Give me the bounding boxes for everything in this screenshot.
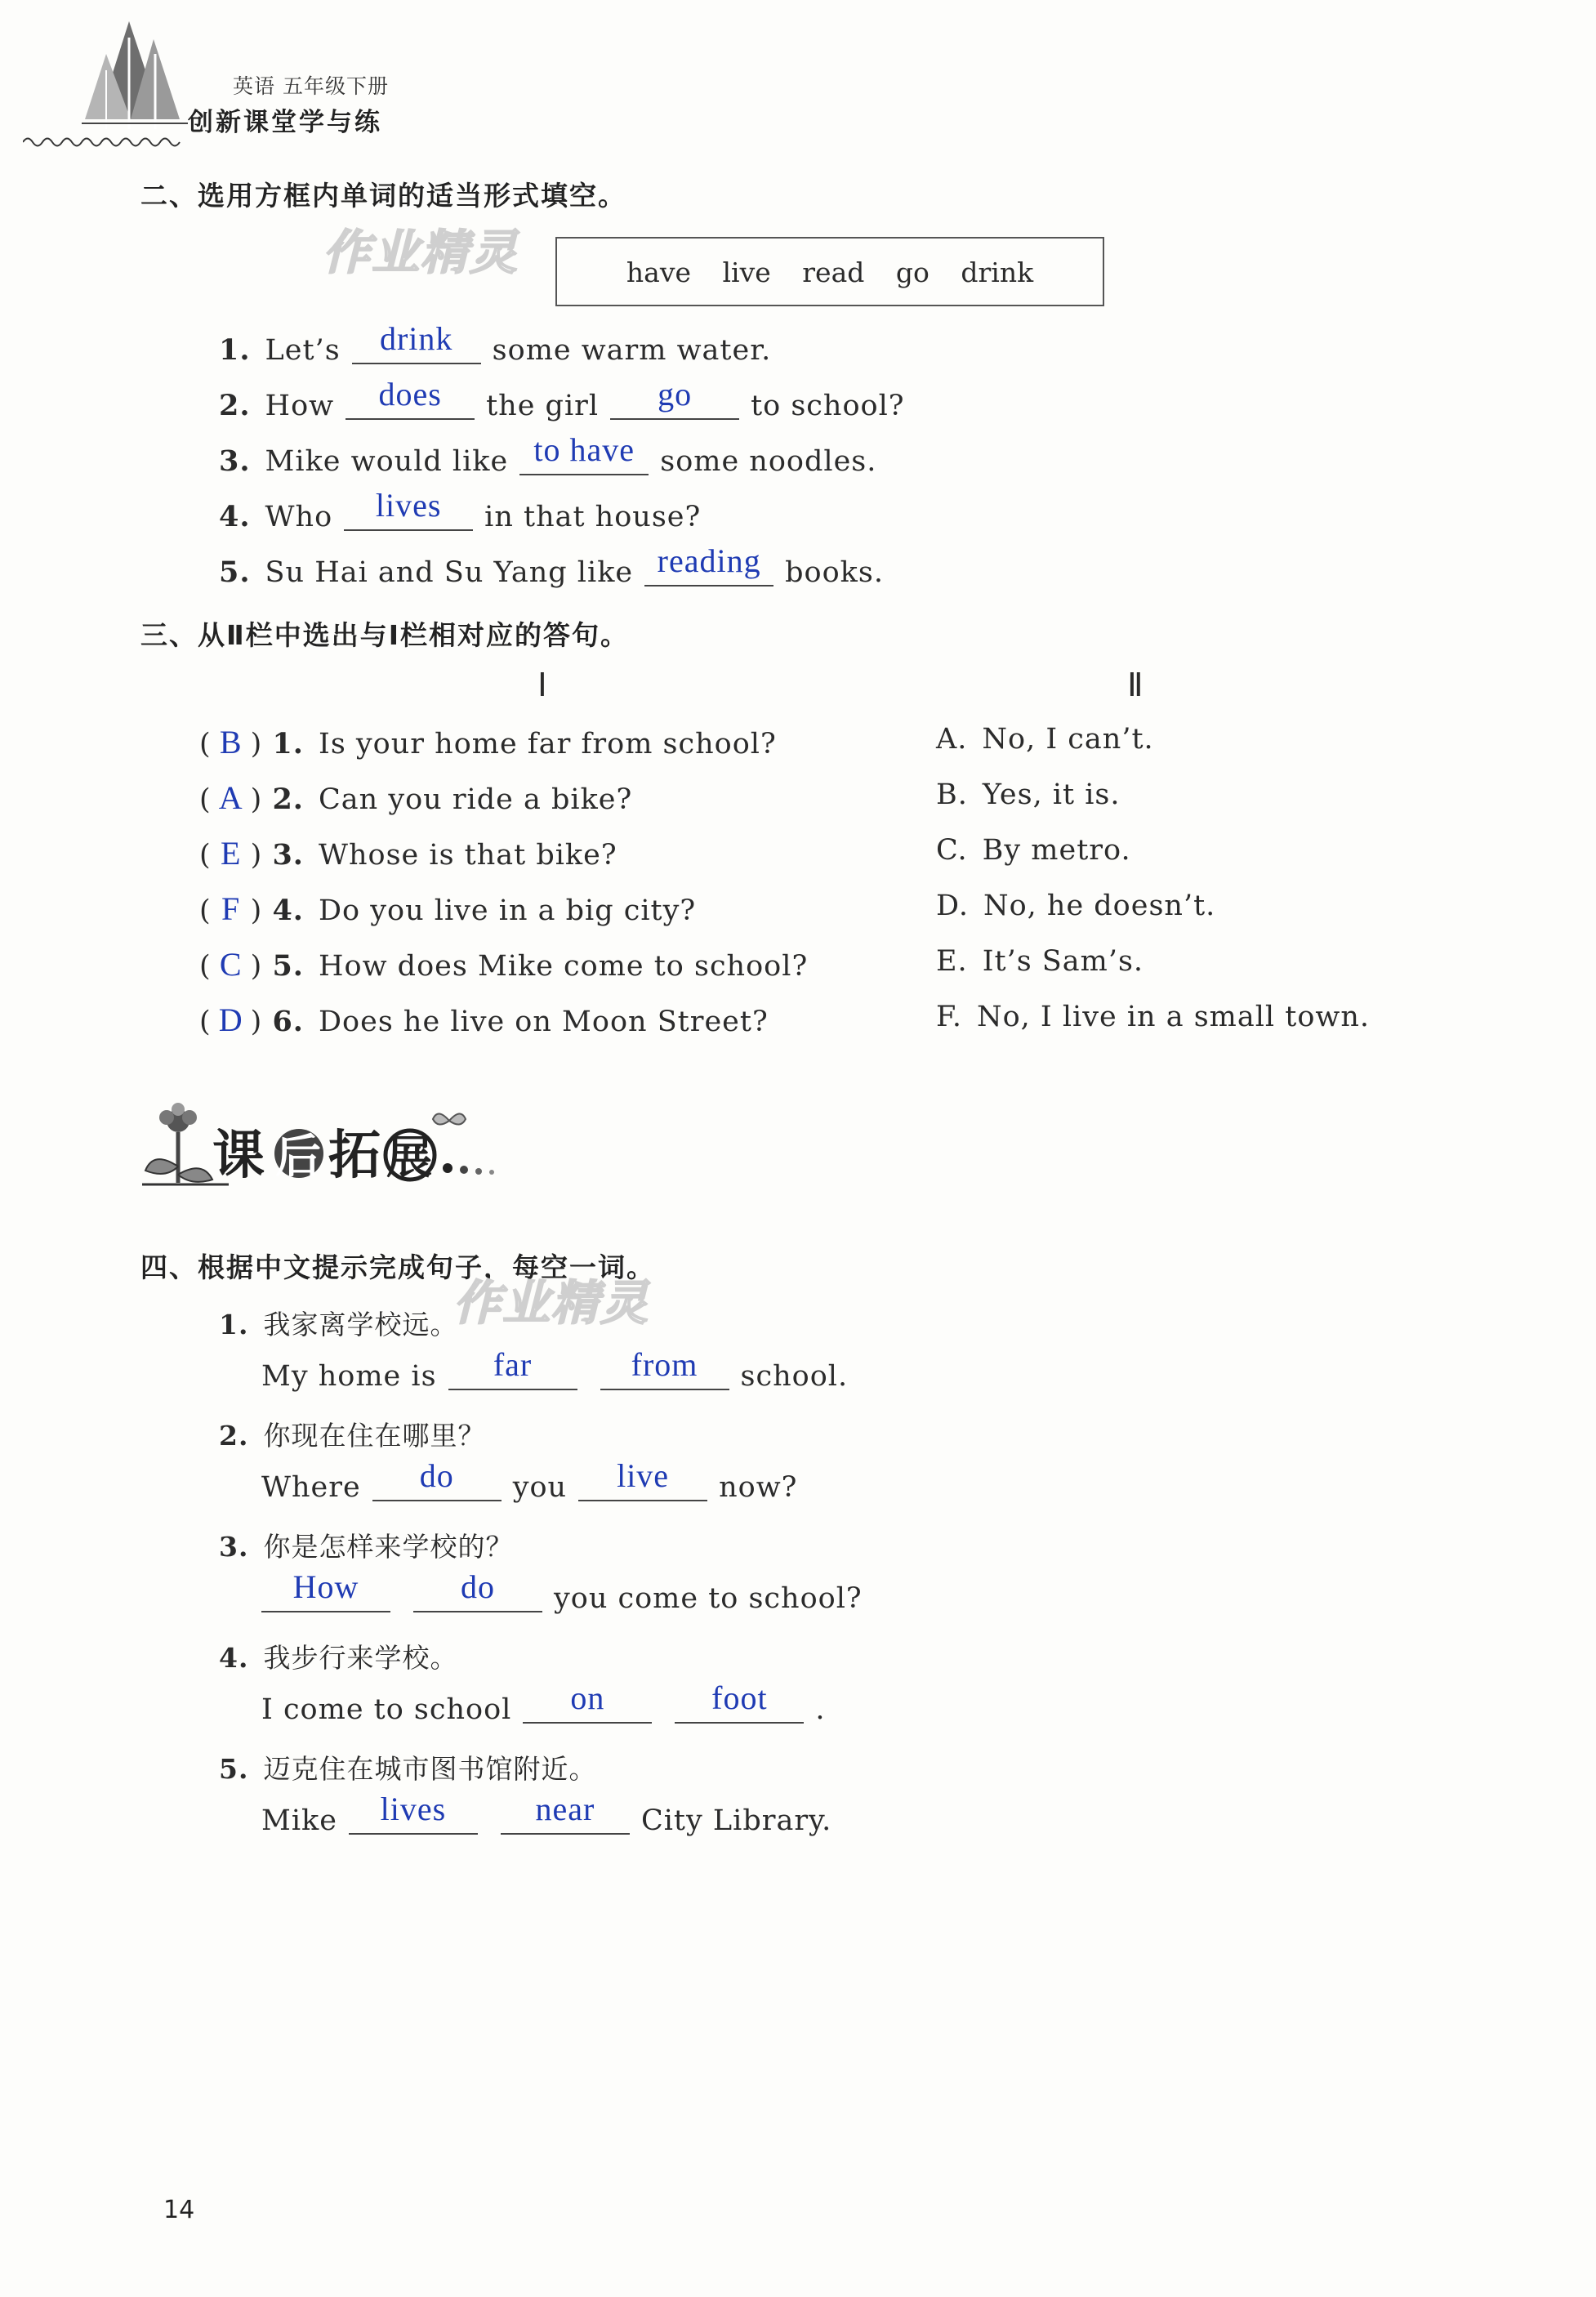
item-number: 2. <box>219 389 251 422</box>
item-text: some noodles. <box>660 445 877 478</box>
s4-item-2-cn <box>219 1415 485 1453</box>
item-number: 4. <box>219 500 251 533</box>
s3-question-2: ( A ) 2. Can you ride a bike? <box>199 779 633 816</box>
chinese-prompt: 我步行来学校。 <box>263 1642 458 1674</box>
s3-question-6: ( D ) 6. Does he live on Moon Street? <box>199 1001 769 1038</box>
handwritten-answer: on <box>570 1679 605 1716</box>
s4-item-5-cn <box>219 1748 596 1786</box>
handwritten-answer: from <box>631 1346 698 1383</box>
item-text: Su Hai and Su Yang like <box>265 556 634 589</box>
handwritten-answer: to have <box>533 431 635 468</box>
answer-blank[interactable] <box>261 1568 390 1612</box>
s4-item-3-cn <box>219 1526 513 1564</box>
item-number: 3. <box>219 444 251 478</box>
section2-title: 二、选用方框内单词的适当形式填空。 <box>140 180 626 212</box>
column-2-heading: Ⅱ <box>1127 667 1144 703</box>
item-number: 5. <box>219 1753 249 1785</box>
answer-blank[interactable] <box>413 1568 542 1612</box>
section4-title: 四、根据中文提示完成句子，每空一词。 <box>140 1251 655 1283</box>
handwritten-answer: does <box>378 376 442 413</box>
question-text: Is your home far from school? <box>319 728 777 760</box>
s4-item-5-en <box>261 1791 832 1837</box>
choice-answer[interactable]: E <box>220 835 242 872</box>
answer-blank[interactable] <box>523 1679 652 1724</box>
item-text: some warm water. <box>492 334 772 367</box>
s3-option-e <box>936 945 1144 978</box>
s3-question-4: ( F ) 4. Do you live in a big city? <box>199 890 697 927</box>
s3-option-f <box>936 1001 1370 1033</box>
s4-item-4-en <box>261 1679 826 1726</box>
item-text: the girl <box>486 390 600 422</box>
handwritten-answer: do <box>419 1457 454 1494</box>
question-text: Can you ride a bike? <box>319 783 633 816</box>
word-box-word: have <box>626 256 691 288</box>
s2-item-1 <box>219 320 772 367</box>
chinese-prompt: 迈克住在城市图书馆附近。 <box>263 1753 597 1785</box>
handwritten-answer: foot <box>711 1679 768 1716</box>
option-letter: A. <box>936 723 968 756</box>
handwritten-answer: lives <box>380 1791 447 1827</box>
item-text: to school? <box>751 390 905 422</box>
answer-blank[interactable] <box>448 1346 577 1390</box>
sentence-text: school. <box>740 1360 849 1393</box>
option-text: No, I can’t. <box>982 723 1154 756</box>
banner-char: 展 <box>386 1131 432 1184</box>
question-text: How does Mike come to school? <box>319 950 809 983</box>
sentence-text: now? <box>719 1471 798 1504</box>
item-text: Mike would like <box>265 445 509 478</box>
watermark-2: 作业精灵 <box>453 1275 650 1331</box>
s2-item-5 <box>219 542 884 589</box>
chinese-prompt: 我家离学校远。 <box>263 1309 458 1340</box>
s3-question-1: ( B ) 1. Is your home far from school? <box>199 724 777 760</box>
option-letter: D. <box>936 890 969 922</box>
tree-logo-icon <box>82 21 188 132</box>
handwritten-answer: live <box>617 1457 670 1494</box>
handwritten-answer: go <box>658 376 693 413</box>
option-text: By metro. <box>982 834 1131 867</box>
header-subtitle: 英语 五年级下册 <box>233 74 389 98</box>
s4-item-1-en <box>261 1346 849 1393</box>
question-text: Do you live in a big city? <box>319 894 697 927</box>
sentence-text: Where <box>261 1471 361 1504</box>
sentence-text: My home is <box>261 1360 437 1393</box>
item-number: 1. <box>219 333 251 367</box>
handwritten-answer: drink <box>379 320 453 357</box>
word-box-word: read <box>802 256 865 288</box>
option-text: No, he doesn’t. <box>983 890 1216 922</box>
s4-item-2-en <box>261 1457 798 1504</box>
option-text: No, I live in a small town. <box>976 1001 1371 1033</box>
answer-blank[interactable] <box>600 1346 729 1390</box>
s4-item-1-cn <box>219 1304 457 1342</box>
answer-blank[interactable] <box>372 1457 502 1501</box>
banner-char: 拓 <box>328 1126 381 1186</box>
handwritten-answer: do <box>461 1568 495 1605</box>
s4-item-3-en <box>250 1568 863 1615</box>
sentence-text: I come to school <box>261 1693 512 1726</box>
choice-answer[interactable]: B <box>219 724 243 760</box>
banner-char: 课 <box>212 1126 265 1186</box>
answer-blank[interactable] <box>352 320 481 364</box>
item-text: books. <box>785 556 884 589</box>
sentence-text: City Library. <box>640 1804 832 1837</box>
item-number: 6. <box>272 1005 304 1038</box>
item-text: How <box>265 390 335 422</box>
section3-title: 三、从Ⅱ栏中选出与Ⅰ栏相对应的答句。 <box>140 619 630 651</box>
item-number: 3. <box>219 1531 249 1563</box>
question-text: Does he live on Moon Street? <box>319 1006 769 1038</box>
sentence-text: you come to school? <box>554 1582 863 1615</box>
item-number: 2. <box>272 783 304 816</box>
answer-blank[interactable] <box>610 376 739 420</box>
watermark-1: 作业精灵 <box>323 225 519 280</box>
butterfly-icon <box>433 1113 466 1124</box>
word-box-words <box>557 256 1103 288</box>
answer-blank[interactable] <box>344 487 473 531</box>
word-box-word: live <box>722 256 771 288</box>
column-1-heading: Ⅰ <box>537 667 547 703</box>
word-box-word: drink <box>961 256 1034 288</box>
item-text: Let’s <box>265 334 341 367</box>
s3-option-d <box>936 890 1215 922</box>
header-book-title: 创新课堂学与练 <box>188 108 382 137</box>
answer-blank[interactable] <box>501 1791 630 1835</box>
handwritten-answer: far <box>493 1346 533 1383</box>
handwritten-answer: lives <box>375 487 442 524</box>
page-number: 14 <box>163 2196 195 2224</box>
s2-item-3 <box>219 431 877 478</box>
question-text: Whose is that bike? <box>319 839 617 872</box>
header-wave-divider <box>23 132 182 150</box>
banner-char: 后 <box>275 1131 321 1184</box>
answer-blank[interactable] <box>578 1457 707 1501</box>
choice-answer[interactable]: A <box>218 779 243 816</box>
s3-question-3: ( E ) 3. Whose is that bike? <box>199 835 617 872</box>
s2-item-4 <box>219 487 702 533</box>
sentence-text: . <box>815 1693 826 1726</box>
answer-blank[interactable] <box>644 542 773 587</box>
answer-blank[interactable] <box>675 1679 804 1724</box>
item-number: 4. <box>219 1642 249 1674</box>
item-number: 4. <box>272 894 304 927</box>
option-letter: C. <box>936 834 968 867</box>
option-text: It’s Sam’s. <box>982 945 1144 978</box>
answer-blank[interactable] <box>519 431 649 475</box>
answer-blank[interactable] <box>346 376 475 420</box>
item-number: 3. <box>272 838 304 872</box>
choice-answer[interactable]: D <box>218 1001 243 1038</box>
s3-question-5: ( C ) 5. How does Mike come to school? <box>199 946 809 983</box>
s3-option-b <box>936 778 1121 811</box>
item-text: Who <box>265 501 333 533</box>
sentence-text: Mike <box>261 1804 337 1837</box>
chinese-prompt: 你现在住在哪里？ <box>263 1420 486 1452</box>
choice-answer[interactable]: C <box>219 946 243 983</box>
s4-item-4-cn <box>219 1637 457 1675</box>
item-number: 1. <box>272 727 304 760</box>
sentence-text: you <box>512 1471 568 1504</box>
handwritten-answer: near <box>535 1791 595 1827</box>
s2-item-2 <box>219 376 905 422</box>
chinese-prompt: 你是怎样来学校的？ <box>263 1531 514 1563</box>
item-number: 5. <box>272 949 304 983</box>
answer-blank[interactable] <box>349 1791 478 1835</box>
option-letter: E. <box>936 945 968 978</box>
item-number: 1. <box>219 1309 249 1340</box>
word-box-word: go <box>895 256 930 288</box>
option-letter: B. <box>936 778 968 811</box>
handwritten-answer: How <box>292 1568 359 1605</box>
item-number: 5. <box>219 555 251 589</box>
item-text: in that house? <box>484 501 702 533</box>
s3-option-c <box>936 834 1131 867</box>
option-letter: F. <box>936 1001 962 1033</box>
choice-answer[interactable]: F <box>221 890 241 927</box>
extend-banner <box>139 1093 523 1199</box>
s3-option-a <box>936 723 1154 756</box>
option-text: Yes, it is. <box>982 778 1121 811</box>
handwritten-answer: reading <box>657 542 761 579</box>
word-box <box>555 237 1104 306</box>
item-number: 2. <box>219 1420 249 1452</box>
